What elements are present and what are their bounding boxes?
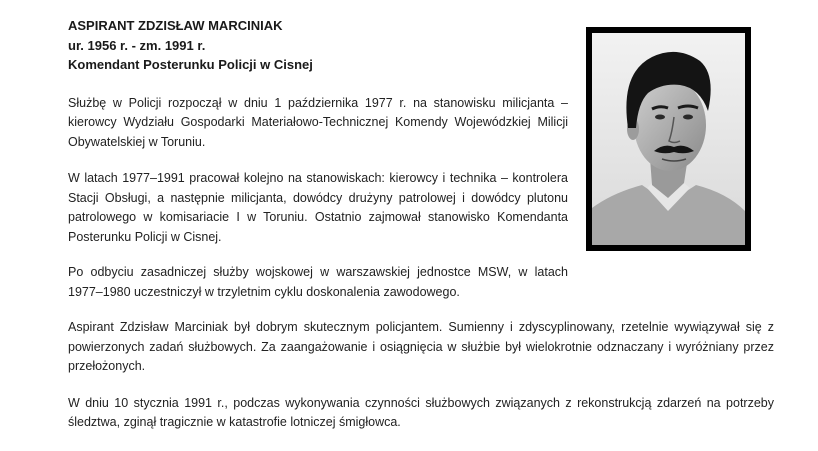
officer-role: Komendant Posterunku Policji w Cisnej	[68, 57, 313, 72]
portrait-photo	[586, 27, 751, 251]
paragraph-1: Służbę w Policji rozpoczął w dniu 1 października 1977 r. na stanowisku milicjanta – kierowcy Wydziału Gospodarki Materiałowo-Technicznej Komendy Wojewódzkiej Milicji Obywatelskiej w Toruniu.	[68, 95, 568, 149]
paragraph-2: W latach 1977–1991 pracował kolejno na stanowiskach: kierowcy i technika – kontrolera Stacji Obsługi, a następnie milicjanta, dowódcy drużyny patrolowej i dowódcy plutonu patrolowego w komisariacie I w Toruniu. Ostatnio zajmował stanowisko Komendanta Posterunku Policji w Cisnej.	[68, 171, 568, 244]
paragraph-3: Po odbyciu zasadniczej służby wojskowej w warszawskiej jednostce MSW, w latach 1977–1980 uczestniczył w trzyletnim cyklu doskonalenia zawodowego.	[68, 265, 568, 299]
paragraph-5: W dniu 10 stycznia 1991 r., podczas wykonywania czynności służbowych związanych z rekonstrukcją zdarzeń na potrzeby śledztwa, zginął tragicznie w katastrofie lotniczej śmigłowca.	[68, 395, 774, 429]
paragraph-4: Aspirant Zdzisław Marciniak był dobrym skutecznym policjantem. Sumienny i zdyscyplinowany, rzetelnie wywiązywał się z powierzonych zadań służbowych. Za zaangażowanie i osiągnięcia w służbie był wielokrotnie odznaczany i wyróżniany przez przełożonych.	[68, 320, 774, 373]
officer-name: ASPIRANT ZDZISŁAW MARCINIAK	[68, 18, 283, 33]
portrait-icon	[592, 33, 745, 245]
life-dates: ur. 1956 r. - zm. 1991 r.	[68, 37, 206, 53]
